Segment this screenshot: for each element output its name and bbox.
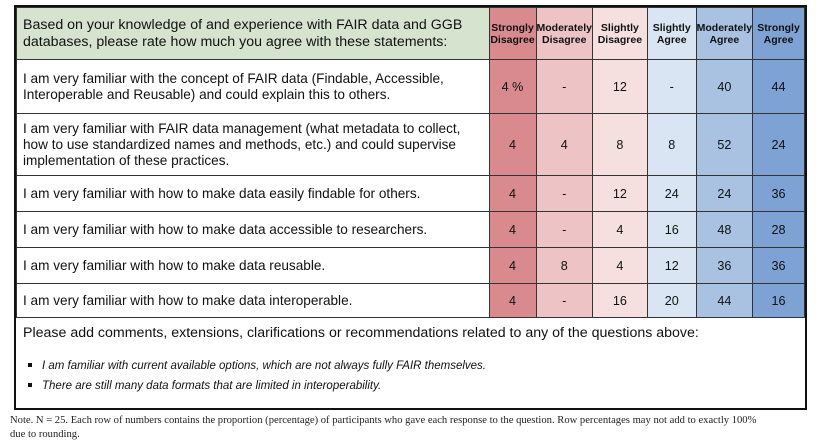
comments-title: Please add comments, extensions, clarifications or recommendations related to any of the questions above: (23, 325, 699, 341)
value-cell: 4 (536, 114, 592, 176)
survey-table (16, 7, 805, 318)
table-row (17, 284, 805, 318)
value-cell: 52 (696, 114, 752, 176)
header-moderately-agree: Moderately Agree (696, 8, 752, 60)
comments-section (16, 315, 805, 408)
value-cell: 4 (489, 248, 536, 284)
value-cell: 24 (696, 176, 752, 212)
question-header: Based on your knowledge of and experience with FAIR data and GGB databases, please rate how much you agree with these statements: (17, 8, 490, 60)
value-cell: 8 (536, 248, 592, 284)
value-cell: 4 (489, 114, 536, 176)
header-moderately-disagree: Moderately Disagree (536, 8, 592, 60)
value-cell: 16 (592, 284, 647, 318)
table-row (17, 212, 805, 248)
statement-cell: I am very familiar with how to make data accessible to researchers. (17, 212, 490, 248)
value-cell: 24 (647, 176, 696, 212)
value-cell: 8 (647, 114, 696, 176)
value-cell: 28 (753, 212, 805, 248)
survey-table-frame (14, 5, 807, 410)
value-cell: - (536, 176, 592, 212)
value-cell: - (647, 60, 696, 114)
value-cell: 4 (592, 248, 647, 284)
value-cell: 12 (647, 248, 696, 284)
value-cell: 16 (647, 212, 696, 248)
value-cell: 48 (696, 212, 752, 248)
value-cell: 44 (753, 60, 805, 114)
table-row (17, 176, 805, 212)
value-cell: - (536, 60, 592, 114)
value-cell: 36 (696, 248, 752, 284)
value-cell: 4 (592, 212, 647, 248)
bullet-icon (28, 363, 32, 367)
value-cell: 36 (753, 176, 805, 212)
bullet-icon (28, 383, 32, 387)
list-item (28, 360, 486, 372)
header-row (17, 8, 805, 60)
value-cell: 8 (592, 114, 647, 176)
value-cell: 16 (753, 284, 805, 318)
statement-cell: I am very familiar with the concept of FAIR data (Findable, Accessible, Interoperable and Reusable) and could explain this to others. (17, 60, 490, 114)
table-row (17, 60, 805, 114)
statement-cell: I am very familiar with how to make data easily findable for others. (17, 176, 490, 212)
list-item (28, 380, 381, 392)
comment-text: There are still many data formats that are limited in interoperability. (42, 380, 382, 392)
comment-text: I am familiar with current available options, which are not always fully FAIR themselves. (42, 360, 486, 372)
header-strongly-disagree: Strongly Disagree (489, 8, 536, 60)
value-cell: - (536, 212, 592, 248)
value-cell: 24 (753, 114, 805, 176)
value-cell: 12 (592, 60, 647, 114)
value-cell: 36 (753, 248, 805, 284)
header-slightly-agree: Slightly Agree (647, 8, 696, 60)
table-row (17, 248, 805, 284)
value-cell: 44 (696, 284, 752, 318)
value-cell: 4 (489, 176, 536, 212)
value-cell: - (536, 284, 592, 318)
table-note: Note. N = 25. Each row of numbers contains the proportion (percentage) of participants who gave each response to the question. Row percentages may not add to exactly 100% due to rounding. (10, 415, 757, 440)
statement-cell: I am very familiar with how to make data interoperable. (17, 284, 490, 318)
header-strongly-agree: Strongly Agree (753, 8, 805, 60)
value-cell: 40 (696, 60, 752, 114)
statement-cell: I am very familiar with how to make data reusable. (17, 248, 490, 284)
statement-cell: I am very familiar with FAIR data management (what metadata to collect, how to use standardized names and methods, etc.) and could supervise implementation of these practices. (17, 114, 490, 176)
value-cell: 4 (489, 212, 536, 248)
table-row (17, 114, 805, 176)
value-cell: 4 (489, 284, 536, 318)
value-cell: 20 (647, 284, 696, 318)
header-slightly-disagree: Slightly Disagree (592, 8, 647, 60)
value-cell: 4 % (489, 60, 536, 114)
value-cell: 12 (592, 176, 647, 212)
